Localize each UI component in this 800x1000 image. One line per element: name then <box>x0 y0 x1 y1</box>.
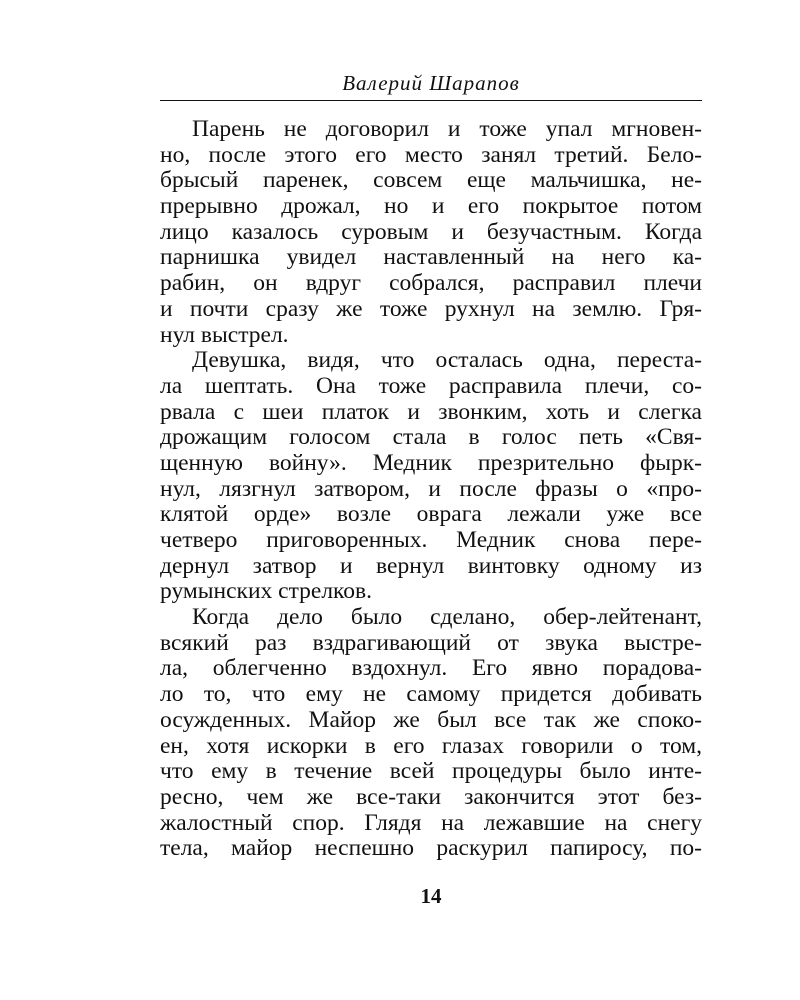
text-line: Девушка, видя, что осталась одна, переста- <box>192 347 702 374</box>
header-rule <box>160 100 702 101</box>
page-number: 14 <box>420 884 442 908</box>
text-line: дрожащим голосом стала в голос петь «Свя- <box>160 424 702 451</box>
text-line: прерывно дрожал, но и его покрытое потом <box>160 193 702 220</box>
text-line: ресно, чем же все-таки закончится этот без- <box>160 783 702 810</box>
text-line: тела, майор неспешно раскурил папиросу, по- <box>160 835 702 862</box>
text-line: рабин, он вдруг собрался, расправил плечи <box>160 270 702 297</box>
text-line: румынских стрелков. <box>160 578 373 605</box>
text-line: клятой орде» возле оврага лежали уже все <box>160 501 702 528</box>
text-line: лицо казалось суровым и безучастным. Когда <box>160 218 702 245</box>
paragraph-1 <box>160 117 702 348</box>
text-line: и почти сразу же тоже рухнул на землю. Гря- <box>160 295 702 322</box>
text-line: ла, облегченно вздохнул. Его явно порадова- <box>160 655 702 682</box>
text-line: жалостный спор. Глядя на лежавшие на снегу <box>160 809 702 836</box>
running-head: Валерий Шарапов <box>342 71 520 95</box>
text-line: осужденных. Майор же был все так же споко- <box>160 706 702 733</box>
text-line: всякий раз вздрагивающий от звука выстре- <box>160 629 702 656</box>
text-line: Когда дело было сделано, обер-лейтенант, <box>192 604 702 631</box>
text-line: щенную войну». Медник презрительно фырк- <box>160 449 702 476</box>
body-text <box>160 117 702 862</box>
paragraph-3 <box>160 605 702 862</box>
book-page <box>160 70 702 862</box>
text-line: ла шептать. Она тоже расправила плечи, со- <box>160 372 702 399</box>
text-line: ен, хотя искорки в его глазах говорили о том, <box>160 732 702 759</box>
text-line: рвала с шеи платок и звонким, хоть и слегка <box>160 398 702 425</box>
text-line: брысый паренек, совсем еще мальчишка, не- <box>160 167 702 194</box>
text-line: нул выстрел. <box>160 321 289 348</box>
text-line: парнишка увидел наставленный на него ка- <box>160 244 702 271</box>
text-line: дернул затвор и вернул винтовку одному из <box>160 552 702 579</box>
text-line: нул, лязгнул затвором, и после фразы о «про- <box>160 475 702 502</box>
paragraph-2 <box>160 348 702 605</box>
text-line: четверо приговоренных. Медник снова пере- <box>160 527 702 553</box>
text-line: но, после этого его место занял третий. Бело- <box>160 141 702 168</box>
text-line: ло то, что ему не самому придется добивать <box>160 681 702 708</box>
text-line: Парень не договорил и тоже упал мгновен- <box>192 116 702 142</box>
text-line: что ему в течение всей процедуры было инте- <box>160 758 702 785</box>
